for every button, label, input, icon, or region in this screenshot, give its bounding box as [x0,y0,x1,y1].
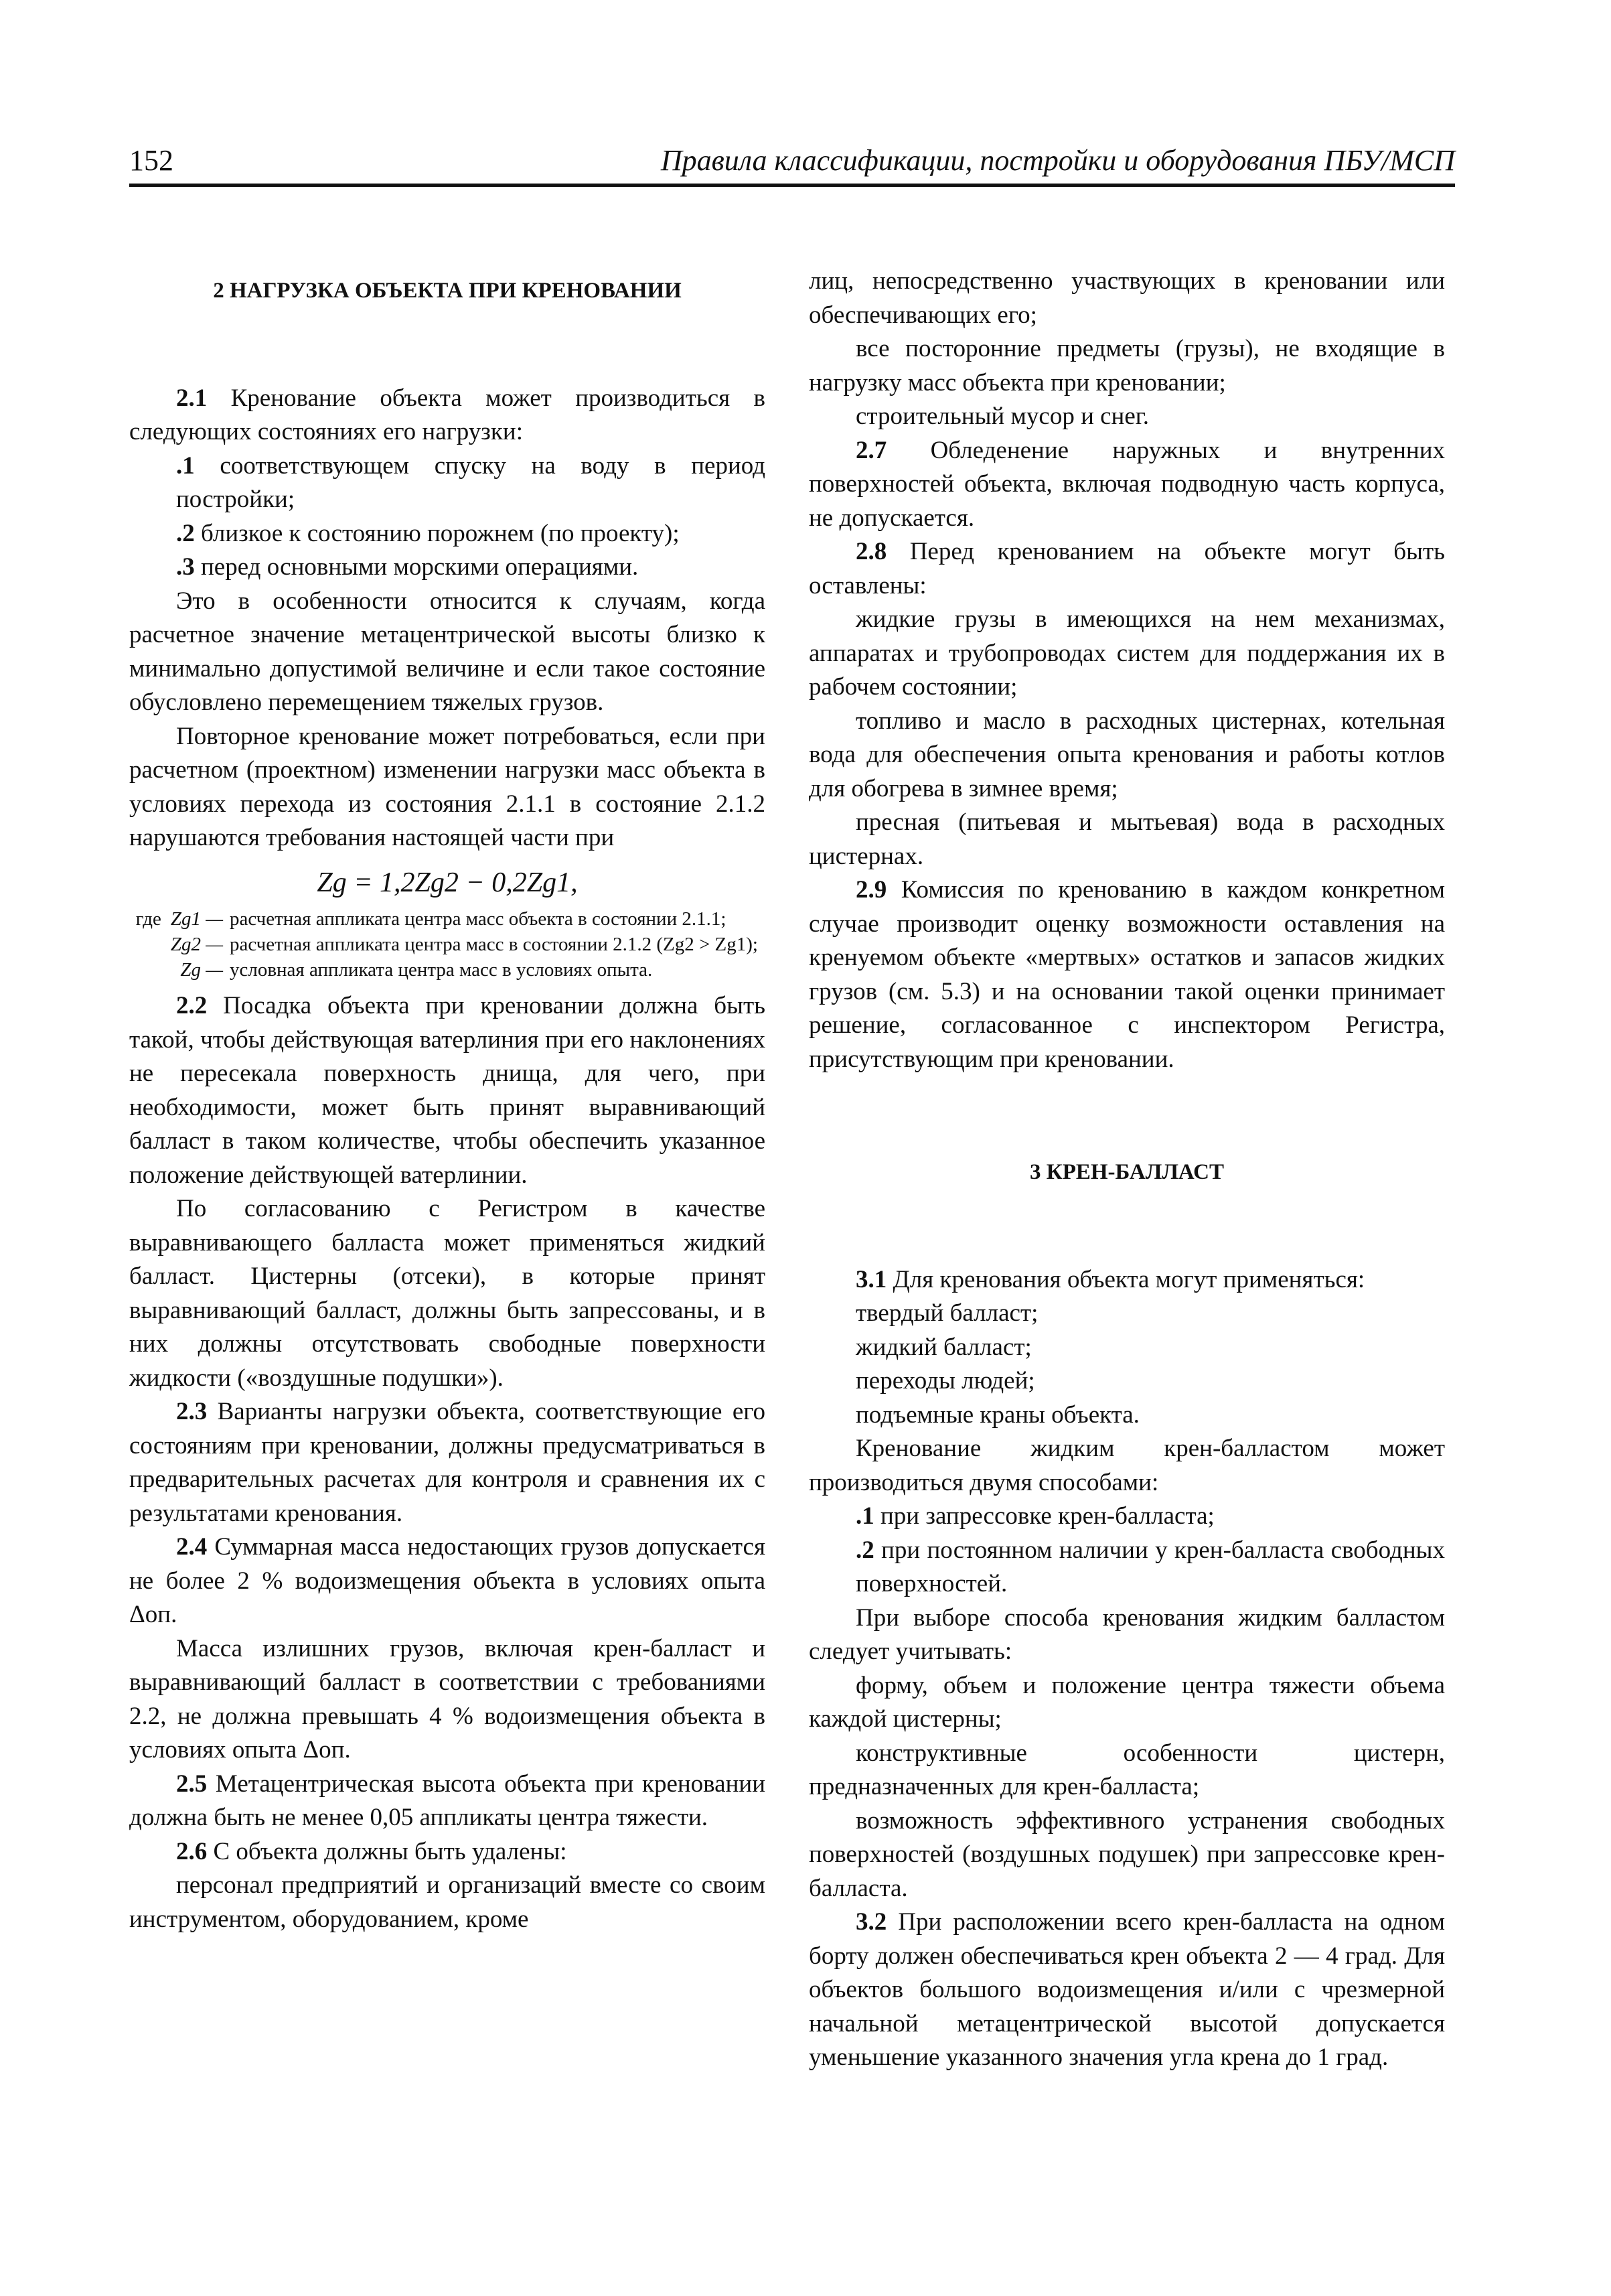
paragraph-2-3 [129,1395,765,1530]
definition-row [129,908,765,930]
clause-number: 2.3 [176,1398,208,1425]
definition-symbol: Zg1 — [170,908,223,930]
paragraph-text: Обледенение наружных и внутренних поверхностей объекта, включая подводную часть корпуса, не допускается. [809,436,1445,532]
paragraph-text: Метацентрическая высота объекта при креновании должна быть не менее 0,05 аппликаты центра тяжести. [129,1770,765,1831]
formula-definitions [129,908,765,981]
paragraph-text: Для кренования объекта могут применяться: [893,1265,1365,1293]
definition-row [129,933,765,956]
clause-number: 2.4 [176,1533,208,1561]
clause-number: 2.5 [176,1770,208,1798]
paragraph-text: Это в особенности относится к случаям, когда расчетное значение метацентрической высоты близко к минимально допустимой величине и если такое состояние обусловлено перемещением тяжелых грузов. [129,587,765,716]
paragraph-text: Перед кренованием на объекте могут быть оставлены: [809,538,1446,599]
paragraph-text: Кренование жидким крен-балластом может производиться двумя способами: [809,1435,1445,1496]
definition-text: расчетная аппликата центра масс в состоянии 2.1.2 (Zg2 > Zg1); [230,934,758,955]
definition-symbol: Zg2 — [170,934,223,955]
paragraph-2-8 [809,535,1445,603]
paragraph-text: жидкий балласт; [856,1333,1032,1361]
paragraph-2-4 [129,1530,765,1632]
clause-number: 2.6 [176,1837,208,1865]
clause-number: 2.9 [856,876,887,904]
definition-symbol: Zg — [180,959,223,981]
paragraph-text: переходы людей; [856,1367,1035,1394]
paragraph-text: топливо и масло в расходных цистернах, котельная вода для обеспечения опыта кренования и работы котлов для обогрева в зимнее время; [809,707,1445,802]
paragraph-text: все посторонние предметы (грузы), не входящие в нагрузку масс объекта при креновании; [809,335,1445,397]
paragraph-2-7 [809,434,1445,536]
clause-number: 2.7 [856,436,887,464]
definition-text: условная аппликата центра масс в условиях опыта. [230,959,653,981]
section-heading-3: 3 КРЕН-БАЛЛАСТ [1030,1160,1224,1184]
paragraph-text: форму, объем и положение центра тяжести объема каждой цистерны; [809,1671,1445,1733]
definition-where: где [135,908,161,930]
paragraph-text: Суммарная масса недостающих грузов допускается не более 2 % водоизмещения объекта в условиях опыта Δоп. [129,1533,765,1628]
section-heading-2: 2 НАГРУЗКА ОБЪЕКТА ПРИ КРЕНОВАНИИ [213,279,682,303]
paragraph-text: персонал предприятий и организаций вместе со своим инструментом, оборудованием, кроме [129,1871,765,1933]
list-item-3 [129,551,765,585]
clause-number: 2.8 [856,538,887,565]
paragraph-text: жидкие грузы в имеющихся на нем механизмах, аппаратах и трубопроводах систем для поддержания их в рабочем состоянии; [809,605,1445,701]
list-number: .3 [176,553,195,581]
list-number: .2 [856,1536,874,1564]
list-number: .1 [176,451,195,480]
list-item-2 [129,517,765,551]
paragraph-text: Масса излишних грузов, включая крен-балласт и выравнивающий балласт в соответствии с требованиями 2.2, не должна превышать 4 % водоизмещения объекта в условиях опыта Δоп. [129,1634,765,1764]
paragraph-2-9 [809,873,1445,1076]
page-number: 152 [129,144,173,177]
running-title: Правила классификации, постройки и оборудования ПБУ/МСП [660,144,1455,177]
list-item-2 [809,1534,1445,1601]
paragraph-2-5 [129,1768,765,1835]
right-column [809,265,1445,2075]
definition-text: расчетная аппликата центра масс объекта в состоянии 2.1.1; [230,908,726,930]
paragraph-text: Повторное кренование может потребоваться, если при расчетном (проектном) изменении нагрузки масс объекта в условиях перехода из состояния 2.1.1 в состояние 2.1.2 нарушаются требования настоящей части при [129,722,765,851]
paragraph-3-1 [809,1263,1445,1297]
paragraph-text: лиц, непосредственно участвующих в креновании или обеспечивающих его; [809,267,1445,329]
paragraph-text: строительный мусор и снег. [856,403,1150,430]
clause-number: 2.2 [176,992,208,1019]
paragraph-text: конструктивные особенности цистерн, предназначенных для крен-балласта; [809,1739,1445,1800]
clause-number: 3.2 [856,1908,887,1936]
paragraph-text: Варианты нагрузки объекта, соответствующие его состояниям при креновании, должны предусматриваться в предварительных расчетах для контроля и сравнения их с результатами кренования. [129,1398,766,1527]
definition-row [129,958,765,981]
paragraph-3-2 [809,1906,1445,2075]
list-text: близкое к состоянию порожнем (по проекту); [201,519,680,547]
paragraph-2-2 [129,989,765,1192]
list-text: при постоянном наличии у крен-балласта свободных поверхностей. [856,1536,1445,1597]
list-text: соответствующем спуску на воду в период постройки; [176,451,765,513]
paragraph-text: Кренование объекта может производиться в следующих состояниях его нагрузки: [129,384,766,445]
paragraph-2-6 [129,1835,765,1869]
list-item-1 [809,1500,1445,1534]
page-header [129,138,1455,187]
list-number: .1 [856,1502,874,1530]
paragraph-text: пресная (питьевая и мытьевая) вода в расходных цистернах. [809,808,1445,870]
paragraph-text: Посадка объекта при креновании должна быть такой, чтобы действующая ватерлиния при его наклонениях не пересекала поверхность днища, для чего, при необходимости, может быть принят выравнивающий балласт в таком количестве, чтобы обеспечить указанное положение действующей ватерлинии. [129,992,765,1189]
left-column [129,265,765,1936]
paragraph-text: подъемные краны объекта. [856,1401,1140,1429]
paragraph-2-1 [129,382,765,449]
paragraph-text: При выборе способа кренования жидким балластом следует учитывать: [809,1603,1445,1665]
paragraph-text: твердый балласт; [856,1299,1039,1327]
list-text: перед основными морскими операциями. [201,553,639,581]
paragraph-text: С объекта должны быть удалены: [213,1837,567,1865]
paragraph-text: Комиссия по кренованию в каждом конкретном случае производит оценку возможности оставления на кренуемом объекте «мертвых» остатков и запасов жидких грузов (см. 5.3) и на основании такой оценки принимает решение, согласованное с инспектором Регистра, присутствующим при креновании. [809,876,1445,1073]
formula: Zg = 1,2Zg2 − 0,2Zg1, [317,867,578,898]
paragraph-text: При расположении всего крен-балласта на одном борту должен обеспечиваться крен объекта 2 — 4 град. Для объектов большого водоизмещения и/или с чрезмерной начальной метацентрической высотой допускается уменьшение указанного значения угла крена до 1 град. [809,1908,1446,2071]
list-text: при запрессовке крен-балласта; [880,1502,1215,1530]
paragraph-text: возможность эффективного устранения свободных поверхностей (воздушных подушек) при запрессовке крен-балласта. [809,1806,1445,1902]
list-number: .2 [176,519,195,547]
list-item-1 [129,449,765,517]
clause-number: 3.1 [856,1265,887,1293]
paragraph-text: По согласованию с Регистром в качестве выравнивающего балласта может применяться жидкий балласт. Цистерны (отсеки), в которые принят выравнивающий балласт, должны быть запрессованы, и в них должны отсутствовать свободные поверхности жидкости («воздушные подушки»). [129,1195,765,1392]
clause-number: 2.1 [176,384,208,412]
